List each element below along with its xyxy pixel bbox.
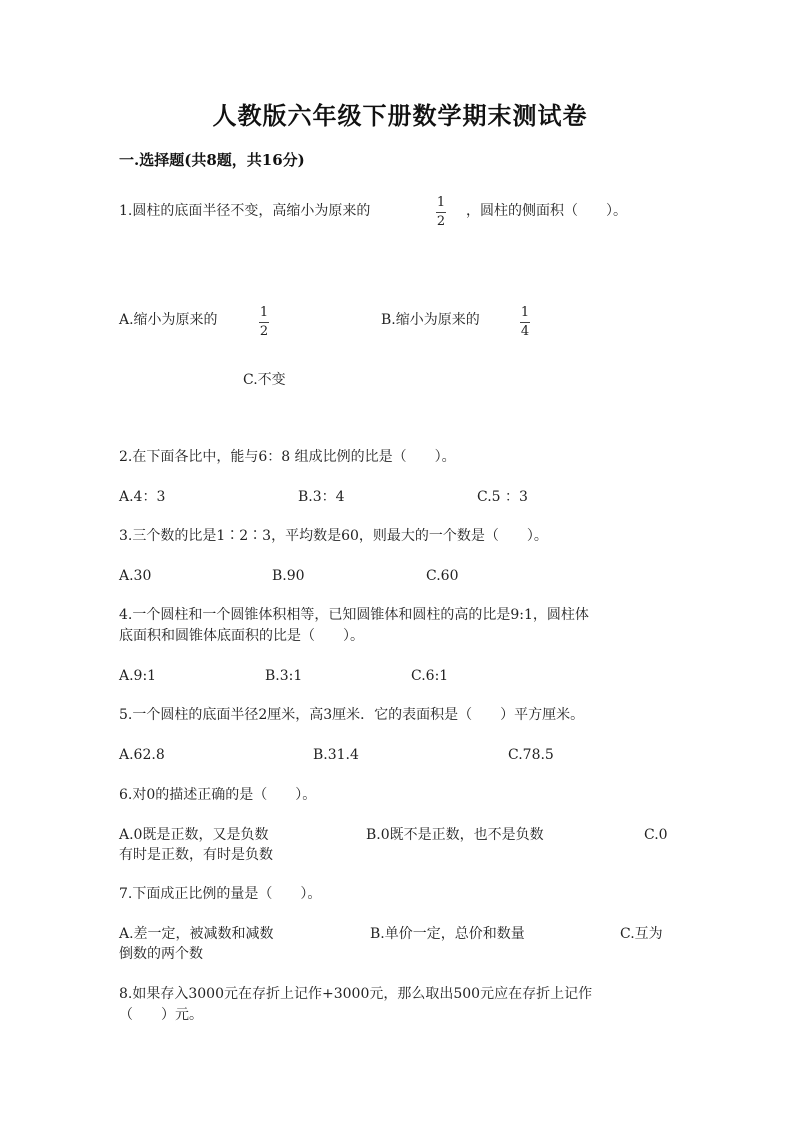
q1-opt-b-den: 4 (520, 324, 530, 339)
q3-option-c: C.60 (426, 568, 459, 584)
q7-text: 7.下面成正比例的量是（ ）。 (119, 886, 322, 902)
q1-text-a: 1.圆柱的底面半径不变，高缩小为原来的 (119, 203, 371, 219)
section-heading: 一.选择题(共8题，共16分) (119, 151, 305, 169)
q4-text-line-2: 底面积和圆锥体底面积的比是（ ）。 (119, 628, 364, 644)
q2-option-a: A.4：3 (119, 489, 166, 505)
q6-option-a: A.0既是正数，又是负数 (119, 827, 269, 843)
q3-option-b: B.90 (272, 568, 305, 584)
q7-option-c-continued: 倒数的两个数 (119, 946, 203, 962)
fraction-bar (259, 322, 269, 323)
q4-option-a: A.9:1 (119, 668, 157, 684)
q4-option-b: B.3:1 (265, 668, 303, 684)
q4-option-c: C.6:1 (411, 668, 449, 684)
q5-text: 5.一个圆柱的底面半径2厘米，高3厘米．它的表面积是（ ）平方厘米。 (119, 707, 585, 723)
q1-option-a: A.缩小为原来的 (119, 312, 218, 328)
q1-option-a-fraction (257, 306, 271, 339)
q1-option-b-fraction (518, 306, 532, 339)
q3-option-a: A.30 (119, 568, 152, 584)
q1-fraction (434, 196, 448, 229)
q2-option-c: C.5 ：3 (477, 489, 528, 505)
q1-frac-den: 2 (436, 214, 446, 229)
q6-option-b: B.0既不是正数，也不是负数 (366, 827, 544, 843)
q1-text-b: ，圆柱的侧面积（ ）。 (466, 203, 627, 219)
q5-option-b: B.31.4 (313, 747, 359, 763)
q1-opt-a-den: 2 (259, 324, 269, 339)
q1-option-b: B.缩小为原来的 (381, 312, 480, 328)
q6-option-c: C.0 (644, 827, 668, 843)
q4-text-line-1: 4.一个圆柱和一个圆锥体积相等，已知圆锥体和圆柱的高的比是9:1，圆柱体 (119, 607, 589, 623)
q5-option-c: C.78.5 (508, 747, 554, 763)
q7-option-a: A.差一定，被减数和减数 (119, 926, 274, 942)
q3-text: 3.三个数的比是1∶2∶3，平均数是60，则最大的一个数是（ ）。 (119, 528, 548, 544)
page-title: 人教版六年级下册数学期末测试卷 (212, 101, 588, 130)
q1-opt-a-num: 1 (259, 305, 269, 320)
q1-frac-num: 1 (436, 195, 446, 210)
q2-option-b: B.3：4 (298, 489, 345, 505)
fraction-bar (520, 322, 530, 323)
q6-option-c-continued: 有时是正数，有时是负数 (119, 847, 273, 863)
q1-opt-b-num: 1 (520, 305, 530, 320)
q8-text-line-2: （ ）元。 (119, 1007, 203, 1023)
q5-option-a: A.62.8 (119, 747, 165, 763)
q1-option-c: C.不变 (243, 372, 286, 388)
q7-option-b: B.单价一定，总价和数量 (370, 926, 525, 942)
q7-option-c: C.互为 (620, 926, 663, 942)
q2-text: 2.在下面各比中，能与6：8 组成比例的比是（ ）。 (119, 449, 456, 465)
q6-text: 6.对0的描述正确的是（ ）。 (119, 787, 317, 803)
fraction-bar (436, 212, 446, 213)
q8-text-line-1: 8.如果存入3000元在存折上记作+3000元，那么取出500元应在存折上记作 (119, 986, 593, 1002)
